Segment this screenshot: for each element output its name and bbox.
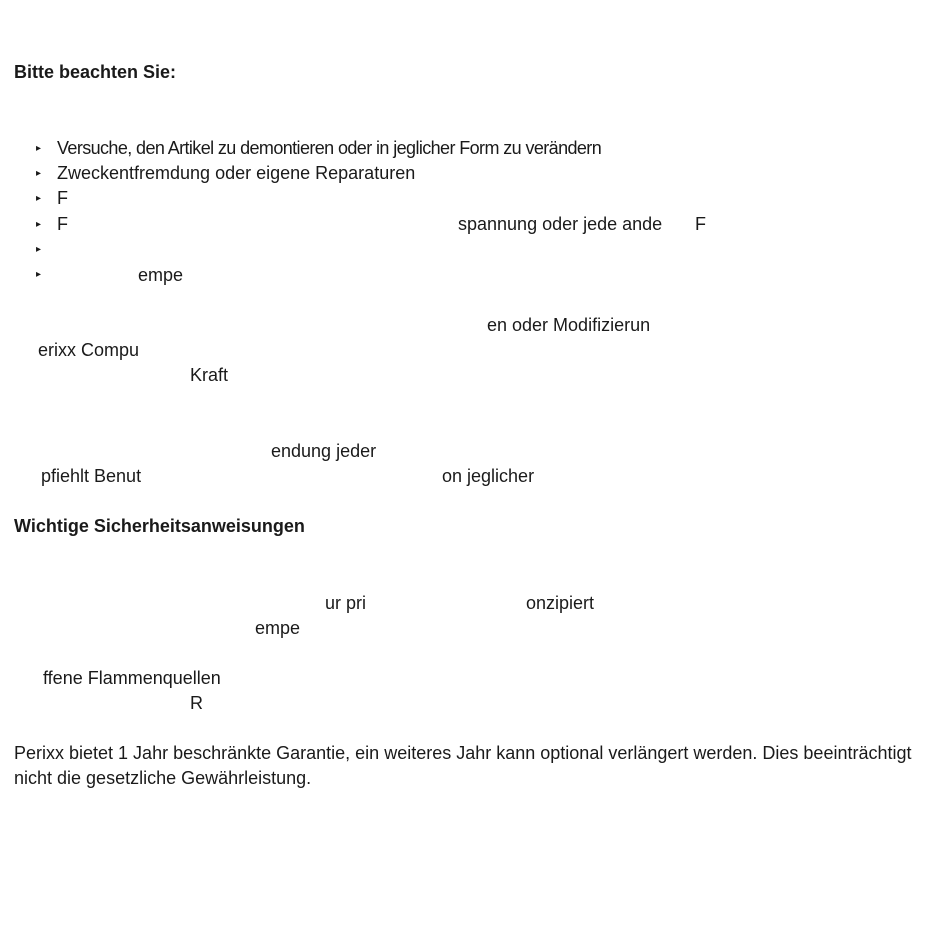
bullet-marker-icon: ▸ — [36, 193, 42, 204]
text-fragment: en oder Modifizierun — [487, 315, 651, 335]
bullet-item-4-fragment-end: F — [695, 214, 706, 234]
text-fragment: on jeglicher — [442, 466, 535, 486]
bullet-marker-icon: ▸ — [36, 168, 42, 179]
warranty-paragraph: Perixx bietet 1 Jahr beschränkte Garantie, ein weiteres Jahr kann optional verlängert werden. Dies beeinträchtigt nicht die gesetzliche Gewährleistung. — [14, 743, 912, 788]
bullet-item-4: F — [57, 214, 68, 234]
notice-heading: Bitte beachten Sie: — [14, 62, 177, 82]
text-fragment: Kraft — [190, 365, 229, 385]
bullet-marker-icon: ▸ — [36, 219, 42, 230]
text-fragment: R — [190, 693, 203, 713]
text-fragment: ffene Flammenquellen — [43, 668, 221, 688]
bullet-item-2: Zweckentfremdung oder eigene Reparaturen — [57, 163, 416, 183]
bullet-item-3: F — [57, 188, 68, 208]
text-fragment: onzipiert — [526, 593, 595, 613]
bullet-marker-icon: ▸ — [36, 244, 42, 255]
bullet-item-6-fragment: empe — [138, 265, 184, 285]
text-fragment: empe — [255, 618, 301, 638]
text-fragment: pfiehlt Benut — [41, 466, 142, 486]
text-fragment: erixx Compu — [38, 340, 140, 360]
bullet-item-1: Versuche, den Artikel zu demontieren oder in jeglicher Form zu verändern — [57, 138, 602, 158]
bullet-item-4-fragment: spannung oder jede ande — [458, 214, 663, 234]
bullet-marker-icon: ▸ — [36, 269, 42, 280]
text-fragment: endung jeder — [271, 441, 377, 461]
text-fragment: ur pri — [325, 593, 367, 613]
safety-heading: Wichtige Sicherheitsanweisungen — [14, 516, 305, 536]
bullet-marker-icon: ▸ — [36, 143, 42, 154]
